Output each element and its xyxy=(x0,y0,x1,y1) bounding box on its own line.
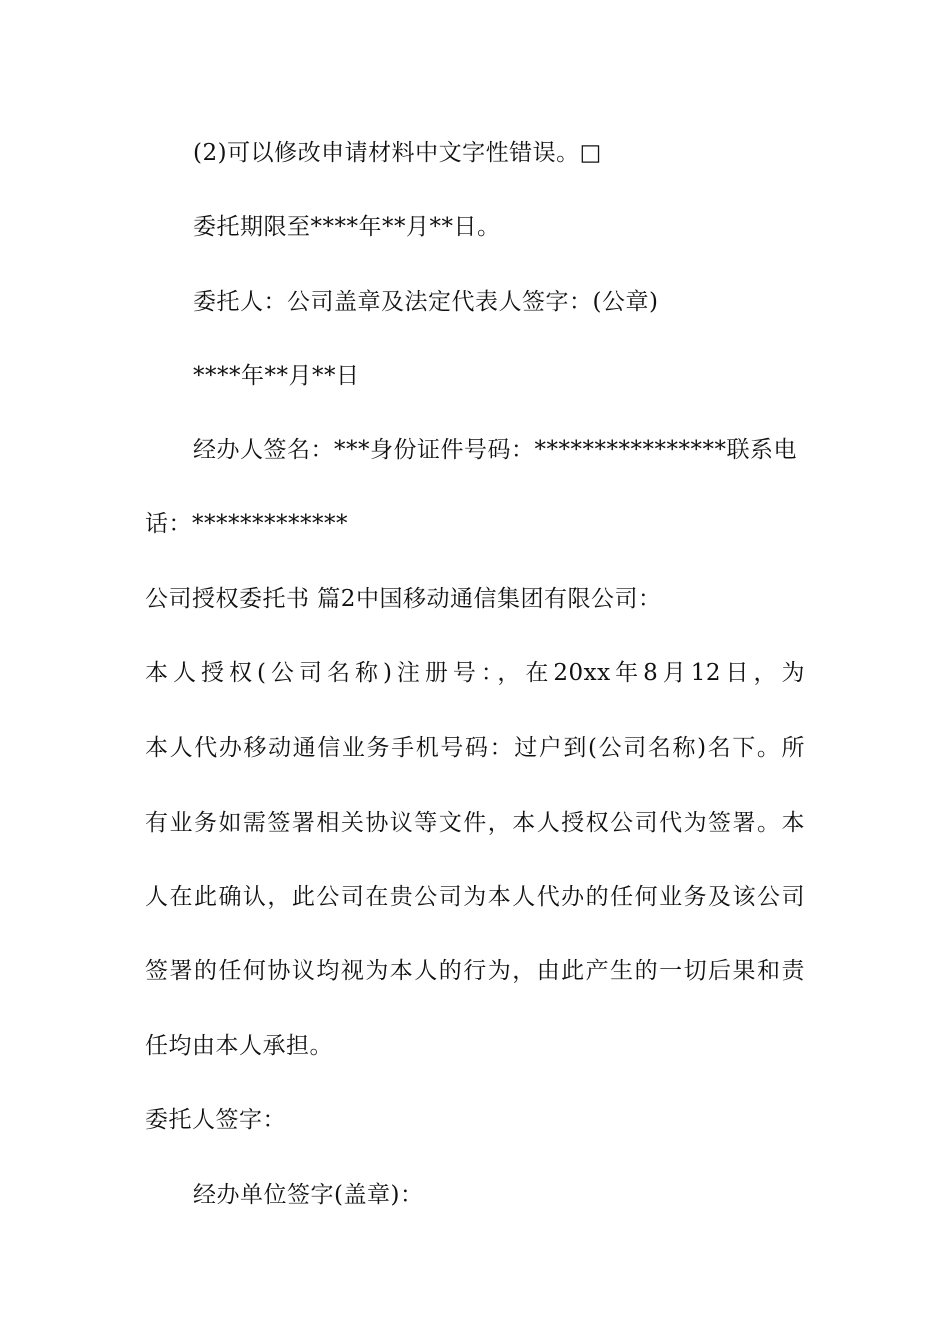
principal-signature-label: 委托人签字： xyxy=(145,1107,286,1133)
paragraph-principal: 委托人：公司盖章及法定代表人签字：(公章) xyxy=(193,289,659,315)
paragraph-agent-line1: 经办人签名：***身份证件号码：****************联系电 xyxy=(193,437,797,463)
body-line-4: 人在此确认，此公司在贵公司为本人代办的任何业务及该公司 xyxy=(145,884,805,910)
section-heading: 公司授权委托书 篇2中国移动通信集团有限公司： xyxy=(145,586,662,612)
paragraph-date: ****年**月**日 xyxy=(193,363,360,389)
body-line-5: 签署的任何协议均视为本人的行为，由此产生的一切后果和责 xyxy=(145,958,805,984)
paragraph-agent-line2: 话：************* xyxy=(145,511,348,537)
body-line-1: 本人授权(公司名称)注册号：，在20xx年8月12日，为 xyxy=(145,660,805,686)
body-line-3: 有业务如需签署相关协议等文件，本人授权公司代为签署。本 xyxy=(145,810,805,836)
body-line-6: 任均由本人承担。 xyxy=(145,1033,333,1059)
body-line-2: 本人代办移动通信业务手机号码：过户到(公司名称)名下。所 xyxy=(145,735,805,761)
paragraph-deadline: 委托期限至****年**月**日。 xyxy=(193,214,501,240)
agency-signature-label: 经办单位签字(盖章)： xyxy=(193,1182,424,1208)
paragraph-item-2: (2)可以修改申请材料中文字性错误。□ xyxy=(193,140,602,166)
